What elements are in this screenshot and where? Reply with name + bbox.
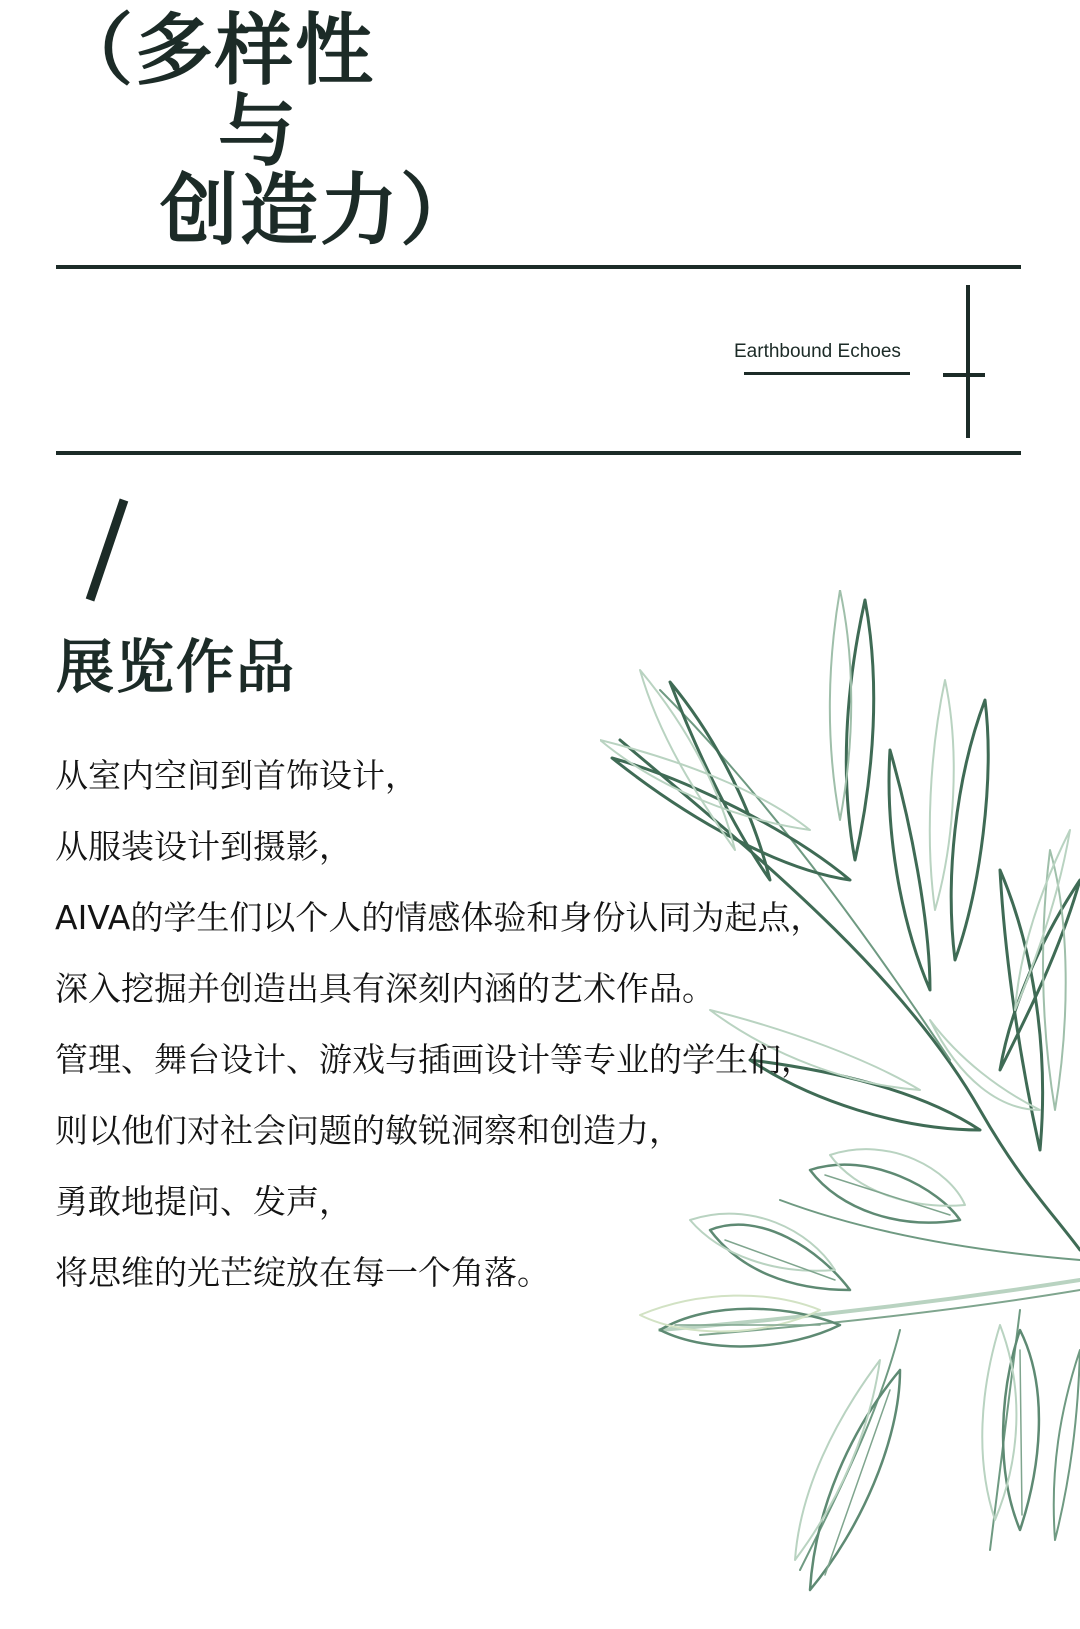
description-line: AIVA的学生们以个人的情感体验和身份认同为起点， [55, 898, 824, 937]
title-line-1: （多样性 [55, 6, 376, 96]
title-line-2: 与 [218, 87, 299, 177]
exhibition-description [55, 740, 1055, 1308]
slash-icon [78, 498, 138, 602]
description-line: 从服装设计到摄影， [55, 827, 352, 866]
cross-vertical-line [966, 285, 970, 438]
tagline: Earthbound Echoes [734, 341, 901, 362]
tagline-underline [744, 372, 910, 375]
bottom-divider [56, 451, 1021, 455]
description-line: 勇敢地提问、发声， [55, 1182, 352, 1221]
description-line: 深入挖掘并创造出具有深刻内涵的艺术作品。 [55, 969, 715, 1008]
top-divider [56, 265, 1021, 269]
description-line: 管理、舞台设计、游戏与插画设计等专业的学生们， [55, 1040, 814, 1079]
description-line: 从室内空间到首饰设计， [55, 756, 418, 795]
title-line-3: 创造力） [160, 166, 481, 256]
description-line: 将思维的光芒绽放在每一个角落。 [55, 1253, 550, 1292]
description-line: 则以他们对社会问题的敏锐洞察和创造力， [55, 1111, 682, 1150]
section-heading: 展览作品 [56, 633, 297, 701]
cross-horizontal-line [943, 373, 985, 377]
